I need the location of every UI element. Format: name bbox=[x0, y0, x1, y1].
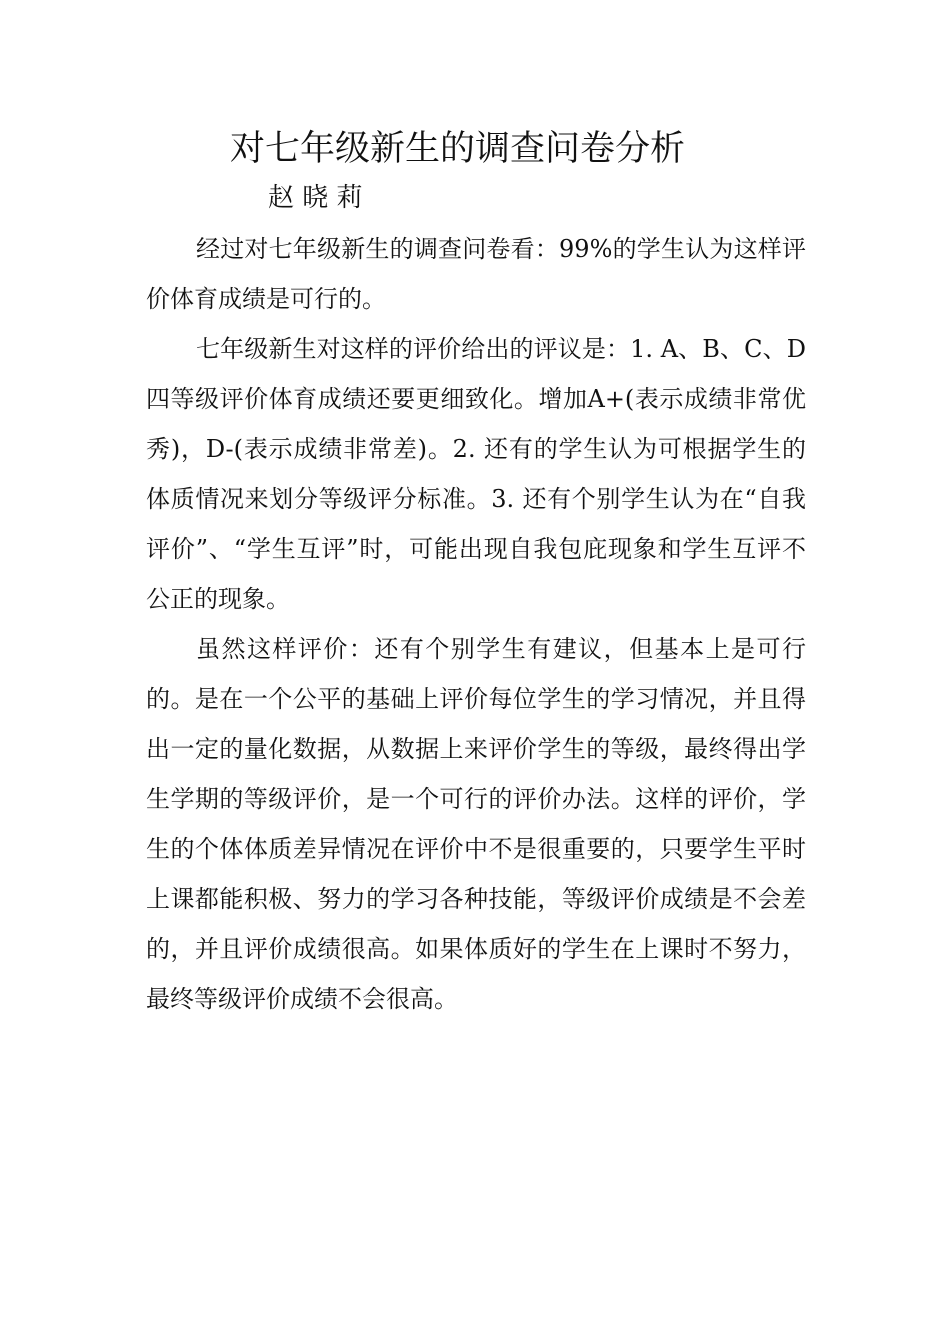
paragraph-survey-result: 经过对七年级新生的调查问卷看：99%的学生认为这样评价体育成绩是可行的。 bbox=[146, 235, 806, 313]
document-body bbox=[146, 224, 806, 1024]
paragraph-conclusion: 虽然这样评价：还有个别学生有建议，但基本上是可行的。是在一个公平的基础上评价每位学生的学习情况，并且得出一定的量化数据，从数据上来评价学生的等级，最终得出学生学期的等级评价，是一个可行的评价办法。这样的评价，学生的个体体质差异情况在评价中不是很重要的，只要学生平时上课都能积极、努力的学习各种技能，等级评价成绩是不会差的，并且评价成绩很高。如果体质好的学生在上课时不努力，最终等级评价成绩不会很高。 bbox=[146, 635, 806, 1013]
author-name: 赵 晓 莉 bbox=[268, 183, 363, 213]
document-title: 对七年级新生的调查问卷分析 bbox=[230, 129, 686, 169]
paragraph-student-feedback: 七年级新生对这样的评价给出的评议是：1. A、B、C、D四等级评价体育成绩还要更细致化。增加A+(表示成绩非常优秀)，D-(表示成绩非常差)。2. 还有的学生认为可根据学生的体质情况来划分等级评分标准。3. 还有个别学生认为在“自我评价”、“学生互评”时，可能出现自我包庇现象和学生互评不公正的现象。 bbox=[146, 335, 806, 613]
